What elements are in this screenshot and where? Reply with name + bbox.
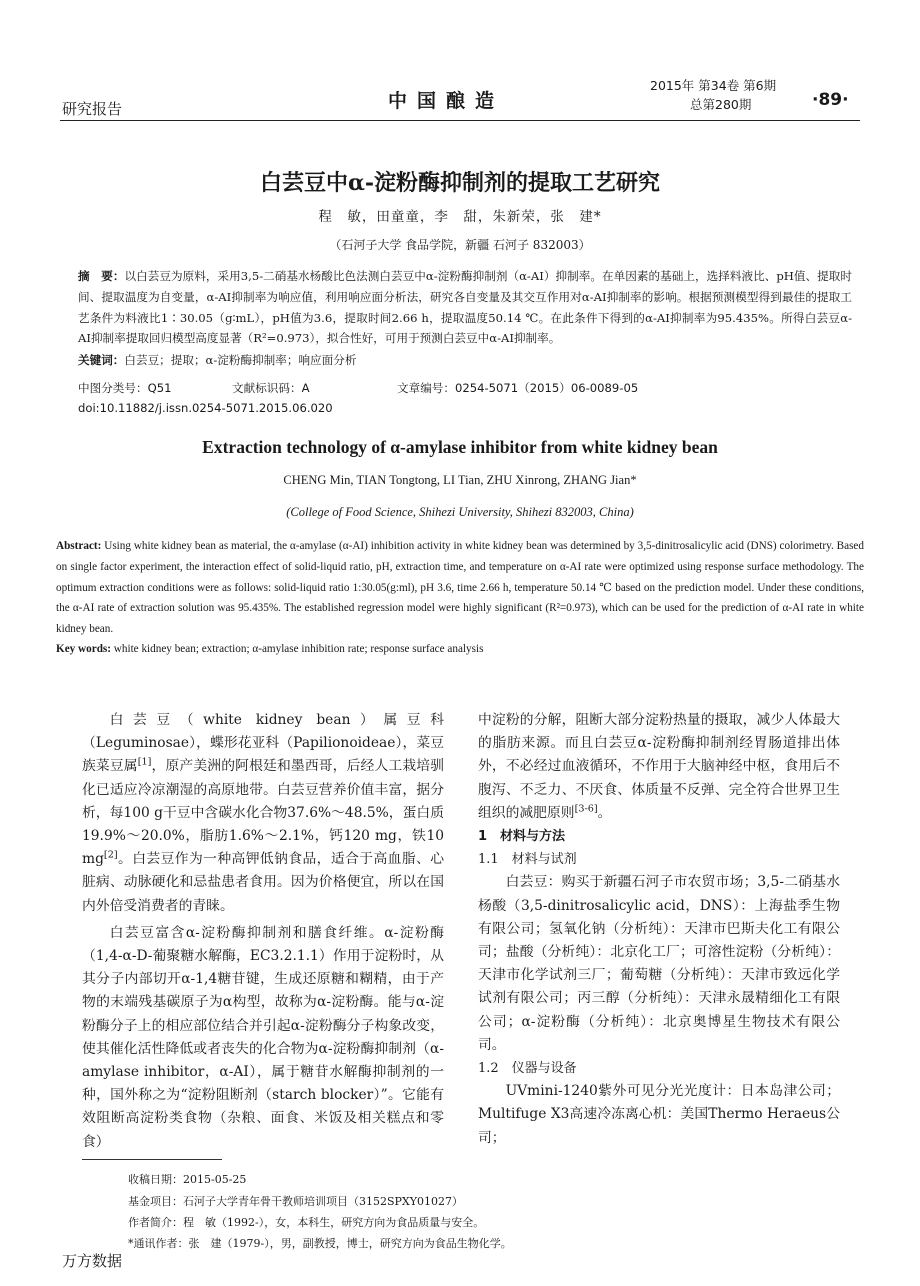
page-number: ·89·: [812, 90, 849, 110]
total-issue-info: 总第280期: [690, 97, 752, 112]
citation[interactable]: [1]: [137, 756, 152, 768]
authors-cn: 程 敏，田童童，李 甜，朱新荣，张 建*: [318, 209, 602, 225]
keywords-en: [56, 643, 864, 655]
database-watermark: 万方数据: [62, 1252, 123, 1270]
abstract-cn-label: 摘 要：: [78, 269, 125, 283]
body-paragraph: [478, 709, 840, 825]
footnote-author: 作者简介：程 敏（1992-），女，本科生，研究方向为食品质量与安全。: [128, 1216, 485, 1229]
keywords-cn-text: 白芸豆；提取；α-淀粉酶抑制率；响应面分析: [124, 353, 357, 367]
paper-title-en: Extraction technology of α-amylase inhibitor from white kidney bean: [202, 437, 718, 457]
authors-en: CHENG Min, TIAN Tongtong, LI Tian, ZHU Xinrong, ZHANG Jian*: [283, 473, 637, 487]
abstract-en-text: Using white kidney bean as material, the α-amylase (α-AI) inhibition activity in white kidney bean was determined by 3,5-dinitrosalicylic acid (DNS) colorimetry. Based on single factor experiment, the interaction effect of solid-liquid ratio, pH, extraction time, and temperature on α-AI rate were optimized using response surface methodology. The optimum extraction conditions were as follows: solid-liquid ratio 1:30.05(g:ml), pH 3.6, time 2.66 h, temperature 50.14 ℃ based on the prediction model. Under these conditions, the α-AI rate of extraction solution was 95.435%. The established regression model were highly significant (R²=0.973), which can be used for the prediction of α-AI rate in white kidney bean.: [56, 540, 864, 636]
subsection-heading: 1.1 材料与试剂: [478, 852, 577, 868]
citation[interactable]: [2]: [103, 849, 118, 861]
body-paragraph: [82, 709, 444, 918]
footnote-received: 收稿日期：2015-05-25: [128, 1173, 247, 1186]
footnote-corresponding: *通讯作者：张 建（1979-），男，副教授，博士，研究方向为食品生物化学。: [128, 1237, 512, 1250]
keywords-en-label: Key words:: [56, 643, 111, 655]
text-run: ，原产美洲的阿根廷和墨西哥，后经人工栽培驯化已适应冷凉潮湿的高原地带。白芸豆营养价值丰富，据分析，每100 g干豆中含碳水化合物37.6%～48.5%，蛋白质19.9%～20.0%，脂肪1.6%～2.1%，钙120 mg，铁10 mg: [82, 758, 445, 868]
text-run: 中淀粉的分解，阻断大部分淀粉热量的摄取，减少人体最大的脂肪来源。而且白芸豆α-淀粉酶抑制剂经胃肠道排出体外，不必经过血液循环，不作用于大脑神经中枢，食用后不腹泻、不乏力、不厌食、体质量不反弹、完全符合世界卫生组织的减肥原则: [478, 712, 840, 821]
abstract-en: [56, 536, 864, 640]
section-label: 研究报告: [62, 100, 123, 118]
keywords-cn: [78, 350, 852, 371]
text-run: 白芸豆（white kidney bean）属豆科（Leguminosae），蝶形花亚科（Papilionoideae），菜豆族菜豆属: [82, 712, 444, 775]
body-paragraph: UVmini-1240紫外可见分光光度计：日本岛津公司；Multifuge X3高速冷冻离心机：美国Thermo Heraeus公司；: [478, 1083, 840, 1146]
text-run: 。白芸豆作为一种高钾低钠食品，适合于高血脂、心脏病、动脉硬化和忌盐患者食用。因为价格便宜，所以在国内外倍受消费者的青睐。: [82, 851, 444, 914]
document-code: 文献标识码：A: [232, 381, 310, 395]
keywords-cn-label: 关键词：: [78, 353, 125, 367]
affiliation-en: (College of Food Science, Shihezi University, Shihezi 832003, China): [286, 505, 634, 519]
clc-number: 中图分类号：Q51: [78, 381, 172, 395]
doi[interactable]: doi:10.11882/j.issn.0254-5071.2015.06.020: [78, 401, 333, 415]
body-paragraph: 白芸豆：购买于新疆石河子市农贸市场；3,5-二硝基水杨酸（3,5-dinitrosalicylic acid，DNS）：上海盐季生物有限公司；氢氧化钠（分析纯）：天津市巴斯夫化工有限公司；盐酸（分析纯）：北京化工厂；可溶性淀粉（分析纯）：天津市化学试剂三厂；葡萄糖（分析纯）：天津市致远化学试剂有限公司；丙三醇（分析纯）：天津永晟精细化工有限公司；α-淀粉酶（分析纯）：北京奥博星生物技术有限公司。: [478, 874, 840, 1053]
citation[interactable]: [3-6]: [574, 803, 598, 815]
text-run: 。: [597, 804, 612, 821]
footnote-fund: 基金项目：石河子大学青年骨干教师培训项目（3152SPXY01027）: [128, 1195, 464, 1208]
abstract-cn-text: 以白芸豆为原料，采用3,5-二硝基水杨酸比色法测白芸豆中α-淀粉酶抑制剂（α-AI）抑制率。在单因素的基础上，选择料液比、pH值、提取时间、提取温度为自变量，α-AI抑制率为响应值，利用响应面分析法，研究各自变量及其交互作用对α-AI抑制率的影响。根据预测模型得到最佳的提取工艺条件为料液比1∶30.05（g∶mL），pH值为3.6，提取时间2.66 h，提取温度50.14 ℃。在此条件下得到的α-AI抑制率为95.435%。所得白芸豆α-AI抑制率提取回归模型高度显著（R²=0.973），拟合性好，可用于预测白芸豆中α-AI抑制率。: [78, 269, 852, 346]
keywords-en-text: white kidney bean; extraction; α-amylase inhibition rate; response surface analysis: [113, 643, 484, 655]
subsection-heading: 1.2 仪器与设备: [478, 1061, 577, 1077]
section-heading: 1 材料与方法: [478, 829, 566, 845]
body-left-column: [82, 709, 444, 1154]
article-number: 文章编号：0254-5071（2015）06-0089-05: [397, 381, 639, 395]
issue-info: 2015年 第34卷 第6期: [650, 78, 777, 93]
footnote-rule: [82, 1159, 222, 1160]
body-paragraph: 白芸豆富含α-淀粉酶抑制剂和膳食纤维。α-淀粉酶（1,4-α-D-葡聚糖水解酶，EC3.2.1.1）作用于淀粉时，从其分子内部切开α-1,4糖苷键，生成还原糖和糊精，由于产物的末端残基碳原子为α构型，故称为α-淀粉酶。能与α-淀粉酶分子上的相应部位结合并引起α-淀粉酶分子构象改变，使其催化活性降低或者丧失的化合物为α-淀粉酶抑制剂（α-amylase inhibitor，α-AI），属于糖苷水解酶抑制剂的一种，国外称之为“淀粉阻断剂（starch blocker）”。它能有效阻断高淀粉类食物（杂粮、面食、米饭及相关糕点和零食）: [82, 924, 444, 1150]
abstract-en-label: Abstract:: [56, 540, 102, 552]
affiliation-cn: （石河子大学 食品学院，新疆 石河子 832003）: [329, 238, 591, 252]
paper-title-cn: 白芸豆中α-淀粉酶抑制剂的提取工艺研究: [259, 170, 661, 196]
abstract-cn: [78, 266, 852, 349]
journal-name: 中国酿造: [388, 90, 505, 112]
header-rule: [60, 120, 860, 121]
body-right-column: [478, 709, 840, 1150]
